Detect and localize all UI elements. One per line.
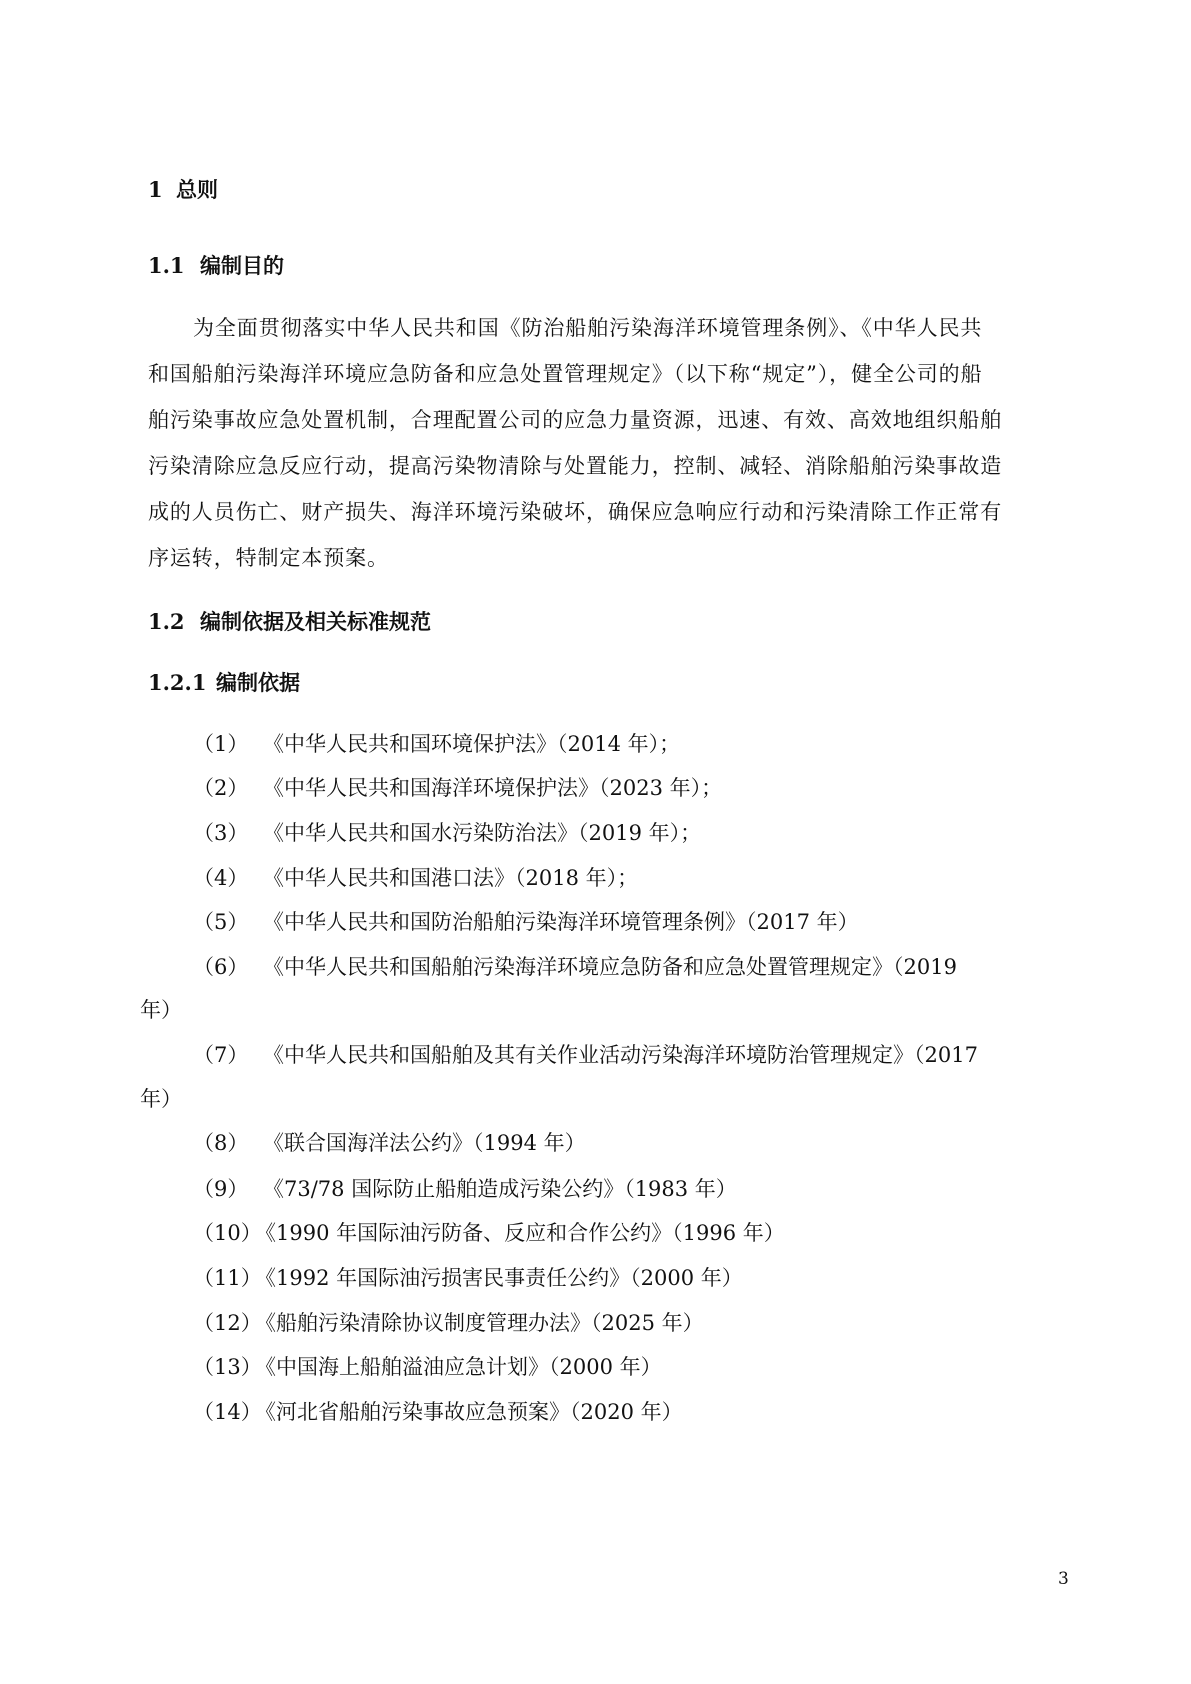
heading-title: 编制目的 (200, 253, 284, 278)
list-text: 《船舶污染清除协议制度管理办法》（2025 年） (255, 1311, 704, 1335)
list-index: （7） (193, 1043, 249, 1067)
list-item-continuation: 年） (140, 998, 182, 1022)
list-item (193, 1129, 586, 1157)
list-index: （5） (193, 910, 249, 934)
list-item (193, 864, 638, 892)
paragraph-line: 和国船舶污染海洋环境应急防备和应急处置管理规定》（以下称“规定”），健全公司的船 (148, 362, 983, 386)
paragraph-line: 序运转，特制定本预案。 (148, 546, 389, 570)
heading-title: 编制依据 (216, 670, 300, 695)
list-text: 《73/78 国际防止船舶造成污染公约》（1983 年） (263, 1177, 737, 1201)
list-index: （11） (193, 1266, 262, 1290)
list-item (193, 1309, 704, 1337)
list-text: 《河北省船舶污染事故应急预案》（2020 年） (255, 1400, 683, 1424)
list-text: 《联合国海洋法公约》（1994 年） (263, 1131, 586, 1155)
list-item (193, 774, 722, 802)
list-item (193, 908, 859, 936)
page-number: 3 (1058, 1569, 1069, 1589)
list-item (193, 730, 680, 758)
list-text: 《中华人民共和国港口法》（2018 年）； (263, 866, 639, 890)
paragraph-line: 舶污染事故应急处置机制，合理配置公司的应急力量资源，迅速、有效、高效地组织船舶 (148, 408, 1003, 432)
heading-1-1 (148, 252, 284, 280)
heading-number: 1.2 (148, 609, 185, 634)
list-item (193, 1175, 737, 1203)
list-item (193, 1219, 785, 1247)
heading-number: 1.2.1 (148, 670, 207, 695)
heading-1-2-1 (148, 669, 300, 697)
heading-title: 编制依据及相关标准规范 (200, 609, 431, 634)
heading-number: 1 (148, 177, 163, 202)
list-index: （2） (193, 776, 249, 800)
paragraph-line: 成的人员伤亡、财产损失、海洋环境污染破坏，确保应急响应行动和污染清除工作正常有 (148, 500, 1003, 524)
list-index: （1） (193, 732, 249, 756)
list-item (193, 1353, 662, 1381)
list-index: （14） (193, 1400, 262, 1424)
list-index: （13） (193, 1355, 262, 1379)
list-index: （9） (193, 1177, 249, 1201)
list-index: （10） (193, 1221, 262, 1245)
list-item (193, 819, 701, 847)
paragraph-line: 污染清除应急反应行动，提高污染物清除与处置能力，控制、减轻、消除船舶污染事故造 (148, 454, 1003, 478)
list-text: 《中华人民共和国船舶污染海洋环境应急防备和应急处置管理规定》（2019 (263, 955, 957, 979)
list-index: （6） (193, 955, 249, 979)
list-item (193, 1041, 978, 1069)
list-text: 《中华人民共和国防治船舶污染海洋环境管理条例》（2017 年） (263, 910, 859, 934)
list-item (193, 1398, 683, 1426)
heading-title: 总则 (176, 177, 218, 202)
list-item-continuation: 年） (140, 1087, 182, 1111)
heading-number: 1.1 (148, 253, 185, 278)
list-text: 《中华人民共和国船舶及其有关作业活动污染海洋环境防治管理规定》（2017 (263, 1043, 978, 1067)
list-index: （8） (193, 1131, 249, 1155)
list-index: （4） (193, 866, 249, 890)
heading-1 (148, 176, 218, 204)
list-item (193, 953, 957, 981)
list-text: 《1992 年国际油污损害民事责任公约》（2000 年） (255, 1266, 743, 1290)
list-text: 《中国海上船舶溢油应急计划》（2000 年） (255, 1355, 662, 1379)
paragraph-line: 为全面贯彻落实中华人民共和国《防治船舶污染海洋环境管理条例》、《中华人民共 (193, 316, 983, 340)
heading-1-2 (148, 608, 431, 636)
list-index: （3） (193, 821, 249, 845)
list-text: 《中华人民共和国环境保护法》（2014 年）； (263, 732, 681, 756)
list-text: 《中华人民共和国水污染防治法》（2019 年）； (263, 821, 702, 845)
list-text: 《中华人民共和国海洋环境保护法》（2023 年）； (263, 776, 723, 800)
list-item (193, 1264, 743, 1292)
list-text: 《1990 年国际油污防备、反应和合作公约》（1996 年） (255, 1221, 785, 1245)
list-index: （12） (193, 1311, 262, 1335)
